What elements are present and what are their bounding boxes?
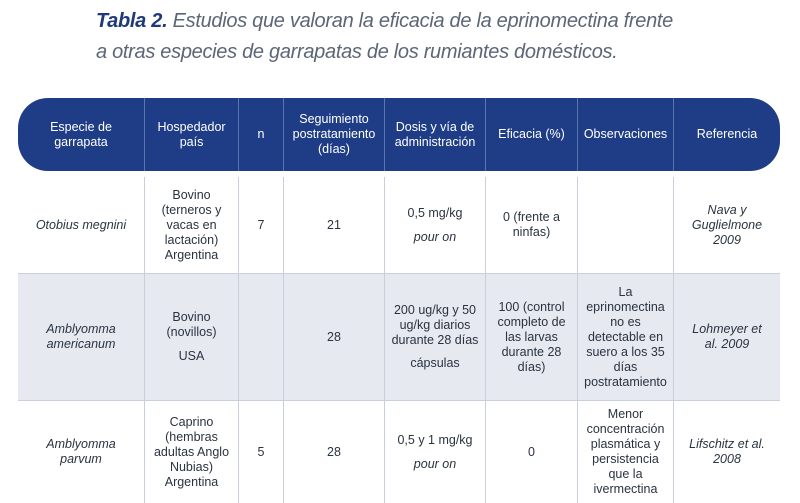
hospedador-value: Bovino (novillos)	[166, 310, 217, 339]
header-n: n	[238, 98, 283, 171]
pais-value: USA	[178, 349, 205, 363]
cell-especie: Amblyomma parvum	[46, 437, 116, 466]
header-dosis: Dosis y vía de administración	[384, 98, 485, 171]
title-line-2: a otras especies de garrapatas de los rumiantes domésticos.	[96, 41, 618, 63]
cell-eficacia: 100 (control completo de las larvas durante 28 días)	[485, 274, 577, 400]
table-row	[18, 401, 780, 503]
cell-hospedador: Bovino (terneros y vacas en lactación) Argentina	[144, 177, 238, 273]
cell-eficacia: 0	[485, 401, 577, 503]
cell-especie: Otobius megnini	[35, 217, 127, 232]
cell-seguimiento: 28	[283, 401, 384, 503]
table-row	[18, 177, 780, 274]
cell-dosis	[384, 274, 485, 400]
cell-referencia: Lohmeyer et al. 2009	[673, 274, 780, 400]
cell-dosis	[384, 177, 485, 273]
cell-hospedador: Caprino (hembras adultas Anglo Nubias) Argentina	[144, 401, 238, 503]
via-value: cápsulas	[410, 356, 460, 370]
dosis-value: 200 ug/kg y 50 ug/kg diarios durante 28 días	[391, 303, 479, 347]
cell-eficacia: 0 (frente a ninfas)	[485, 177, 577, 273]
header-hospedador: Hospedador país	[144, 98, 238, 171]
cell-especie: Amblyomma americanum	[46, 322, 116, 351]
title-line-1: Estudios que valoran la eficacia de la eprinomectina frente	[167, 10, 673, 32]
dosis-value: 0,5 mg/kg	[407, 205, 463, 220]
cell-referencia: Lifschitz et al. 2008	[673, 401, 780, 503]
via-value: pour on	[413, 456, 457, 471]
cell-seguimiento: 21	[283, 177, 384, 273]
header-observaciones: Observaciones	[577, 98, 673, 171]
cell-n: 7	[238, 177, 283, 273]
header-seguimiento: Seguimiento postratamiento (días)	[283, 98, 384, 171]
header-referencia: Referencia	[673, 98, 780, 171]
table-header	[18, 98, 780, 171]
header-eficacia: Eficacia (%)	[485, 98, 577, 171]
cell-observaciones: La eprinomectina no es detectable en suero a los 35 días postratamiento	[577, 274, 673, 400]
cell-hospedador	[144, 274, 238, 400]
cell-observaciones	[577, 177, 673, 273]
dosis-value: 0,5 y 1 mg/kg	[397, 432, 473, 447]
cell-seguimiento: 28	[283, 274, 384, 400]
header-especie: Especie de garrapata	[50, 119, 112, 149]
studies-table	[18, 98, 780, 503]
via-value: pour on	[413, 229, 457, 244]
table-label: Tabla 2.	[96, 10, 168, 32]
cell-dosis	[384, 401, 485, 503]
table-title	[96, 6, 776, 68]
table-row	[18, 274, 780, 401]
cell-n	[238, 274, 283, 400]
cell-observaciones: Menor concentración plasmática y persistencia que la ivermectina	[577, 401, 673, 503]
cell-n: 5	[238, 401, 283, 503]
cell-referencia: Nava y Guglielmone 2009	[673, 177, 780, 273]
